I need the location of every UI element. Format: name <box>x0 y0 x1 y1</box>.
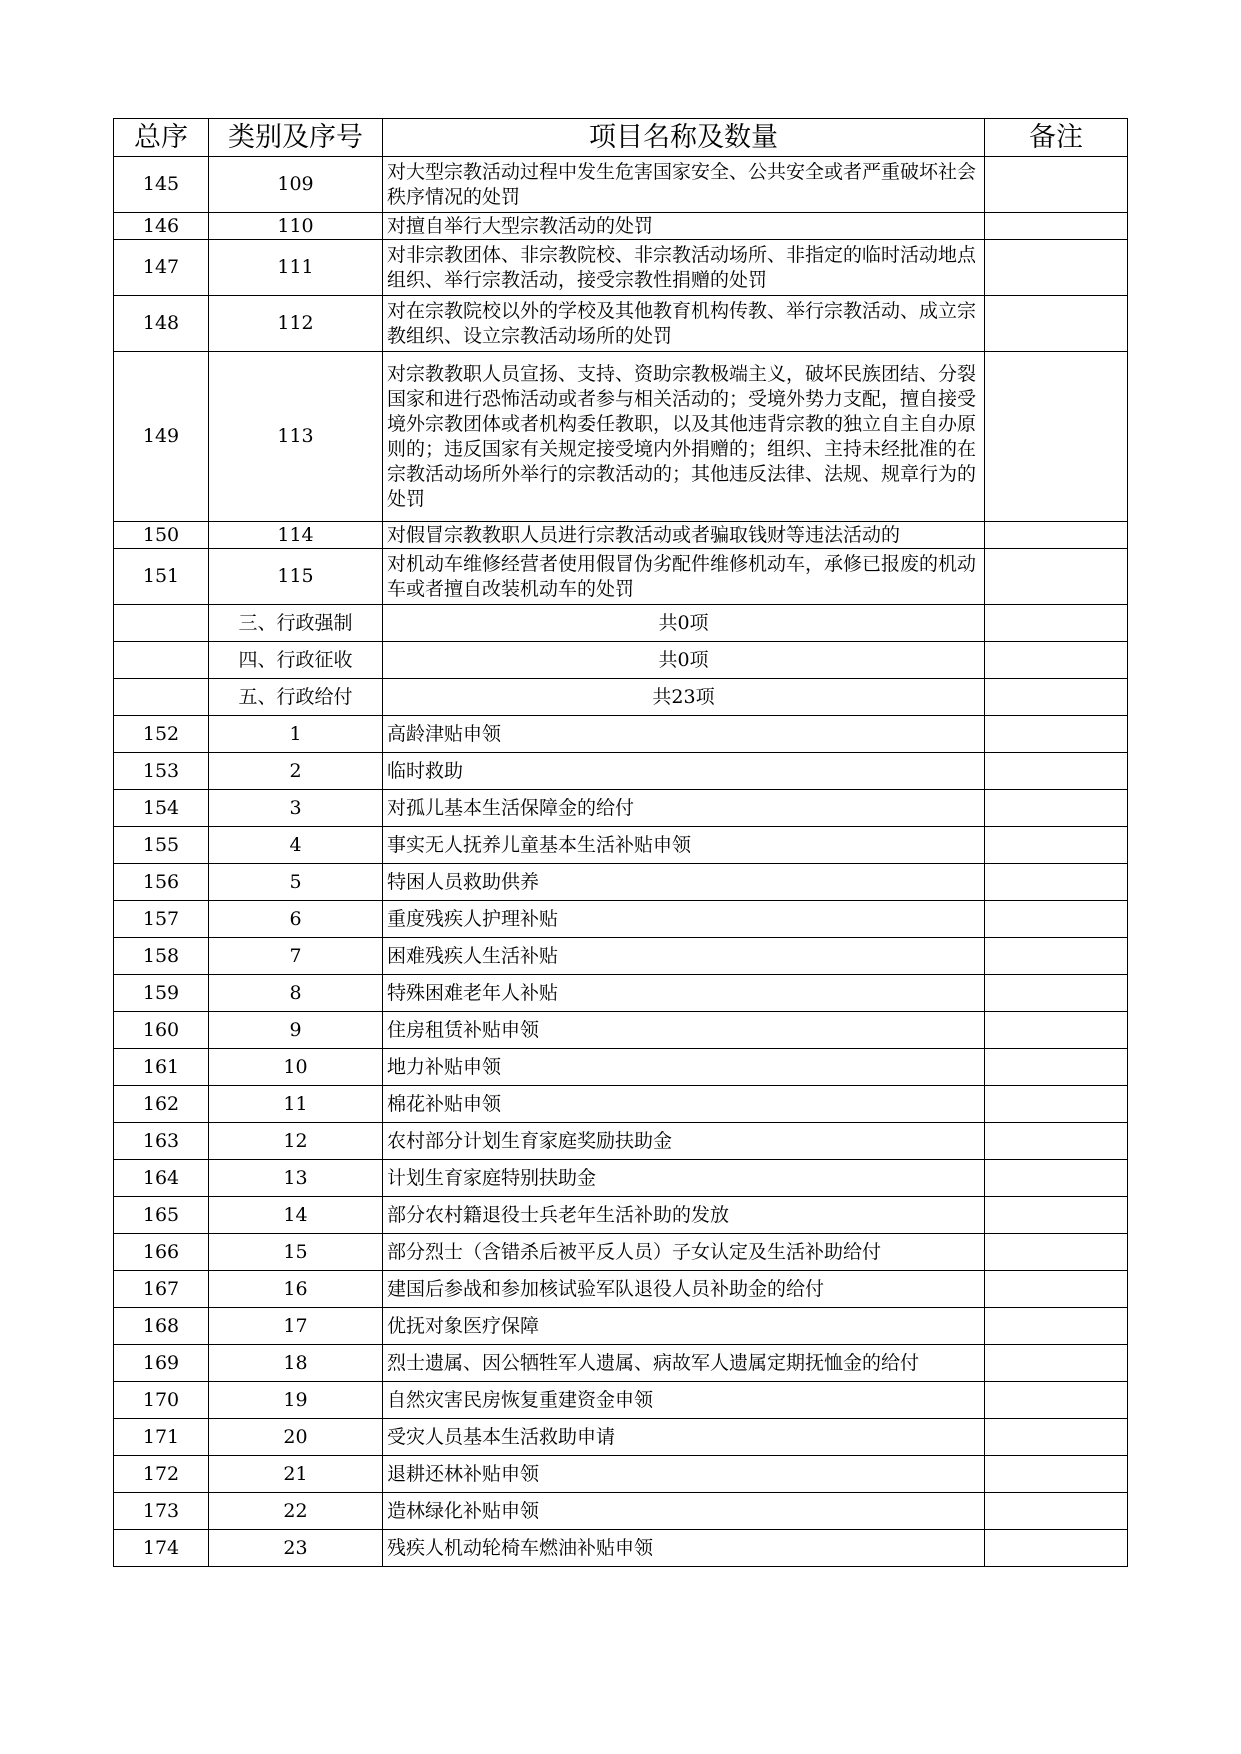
num-cell: 7 <box>209 938 383 975</box>
note-cell <box>985 1308 1128 1345</box>
num-cell: 6 <box>209 901 383 938</box>
name-text: 高龄津贴申领 <box>387 722 502 745</box>
name-text: 优抚对象医疗保障 <box>387 1314 540 1337</box>
seq-cell: 168 <box>114 1308 209 1345</box>
seq-cell: 153 <box>114 753 209 790</box>
table-row <box>114 1530 1128 1567</box>
seq-cell: 146 <box>114 213 209 240</box>
table-row <box>114 1493 1128 1530</box>
seq-cell: 161 <box>114 1049 209 1086</box>
table-row <box>114 1123 1128 1160</box>
note-cell <box>985 1197 1128 1234</box>
num-cell: 22 <box>209 1493 383 1530</box>
note-cell <box>985 975 1128 1012</box>
name-cell: 对机动车维修经营者使用假冒伪劣配件维修机动车，承修已报废的机动车或者擅自改装机动车的处罚 <box>383 549 985 605</box>
seq-cell: 159 <box>114 975 209 1012</box>
note-cell <box>985 1160 1128 1197</box>
table-row <box>114 522 1128 549</box>
table-row <box>114 1456 1128 1493</box>
header-item-name: 项目名称及数量 <box>383 119 985 157</box>
category-row <box>114 605 1128 642</box>
seq-cell: 151 <box>114 549 209 605</box>
name-cell: 对擅自举行大型宗教活动的处罚 <box>383 213 985 240</box>
category-row <box>114 642 1128 679</box>
note-cell <box>985 1493 1128 1530</box>
table-row <box>114 296 1128 352</box>
category-count: 共0项 <box>383 642 985 679</box>
seq-cell: 145 <box>114 157 209 213</box>
category-label: 三、行政强制 <box>209 605 383 642</box>
category-row <box>114 679 1128 716</box>
name-text: 临时救助 <box>387 759 464 782</box>
note-cell <box>985 938 1128 975</box>
seq-cell: 147 <box>114 240 209 296</box>
name-cell <box>383 1160 985 1197</box>
seq-cell: 166 <box>114 1234 209 1271</box>
header-category-number: 类别及序号 <box>209 119 383 157</box>
table-row <box>114 213 1128 240</box>
note-cell <box>985 1419 1128 1456</box>
table-row <box>114 549 1128 605</box>
items-table <box>113 118 1128 1567</box>
seq-cell: 156 <box>114 864 209 901</box>
name-text: 部分烈士（含错杀后被平反人员）子女认定及生活补助给付 <box>387 1240 882 1263</box>
name-cell <box>383 975 985 1012</box>
name-text: 困难残疾人生活补贴 <box>387 944 559 967</box>
note-cell <box>985 716 1128 753</box>
table-row <box>114 938 1128 975</box>
name-cell <box>383 1049 985 1086</box>
num-cell: 112 <box>209 296 383 352</box>
note-cell <box>985 1086 1128 1123</box>
seq-cell: 162 <box>114 1086 209 1123</box>
num-cell: 5 <box>209 864 383 901</box>
table-row <box>114 352 1128 522</box>
name-text: 退耕还林补贴申领 <box>387 1462 540 1485</box>
seq-cell: 154 <box>114 790 209 827</box>
table-row <box>114 1012 1128 1049</box>
name-text: 部分农村籍退役士兵老年生活补助的发放 <box>387 1203 730 1226</box>
table-row <box>114 157 1128 213</box>
note-cell <box>985 901 1128 938</box>
note-cell <box>985 522 1128 549</box>
name-text: 计划生育家庭特别扶助金 <box>387 1166 597 1189</box>
name-text: 农村部分计划生育家庭奖励扶助金 <box>387 1129 673 1152</box>
name-cell <box>383 938 985 975</box>
name-cell <box>383 753 985 790</box>
note-cell <box>985 827 1128 864</box>
table-row <box>114 1345 1128 1382</box>
table-row <box>114 901 1128 938</box>
table-row <box>114 1308 1128 1345</box>
name-cell: 对在宗教院校以外的学校及其他教育机构传教、举行宗教活动、成立宗教组织、设立宗教活动场所的处罚 <box>383 296 985 352</box>
num-cell: 4 <box>209 827 383 864</box>
category-count: 共0项 <box>383 605 985 642</box>
name-cell <box>383 522 985 549</box>
name-cell <box>383 1382 985 1419</box>
benefit-rows <box>114 716 1128 1567</box>
num-cell: 16 <box>209 1271 383 1308</box>
table-row <box>114 240 1128 296</box>
name-cell <box>383 1456 985 1493</box>
header-row <box>114 119 1128 157</box>
seq-cell: 173 <box>114 1493 209 1530</box>
note-cell <box>985 296 1128 352</box>
table-row <box>114 1160 1128 1197</box>
num-cell: 2 <box>209 753 383 790</box>
num-cell: 109 <box>209 157 383 213</box>
name-cell <box>383 1234 985 1271</box>
note-cell <box>985 790 1128 827</box>
table-row <box>114 1419 1128 1456</box>
num-cell: 19 <box>209 1382 383 1419</box>
name-text: 地力补贴申领 <box>387 1055 502 1078</box>
name-text: 自然灾害民房恢复重建资金申领 <box>387 1388 654 1411</box>
num-cell: 18 <box>209 1345 383 1382</box>
table-row <box>114 1086 1128 1123</box>
name-text: 对孤儿基本生活保障金的给付 <box>387 796 635 819</box>
note-cell <box>985 213 1128 240</box>
num-cell: 1 <box>209 716 383 753</box>
name-text: 棉花补贴申领 <box>387 1092 502 1115</box>
name-cell <box>383 1271 985 1308</box>
seq-cell: 158 <box>114 938 209 975</box>
note-cell <box>985 1456 1128 1493</box>
seq-cell: 164 <box>114 1160 209 1197</box>
num-cell: 113 <box>209 352 383 522</box>
seq-cell: 152 <box>114 716 209 753</box>
name-text: 残疾人机动轮椅车燃油补贴申领 <box>387 1536 654 1559</box>
header-remark: 备注 <box>985 119 1128 157</box>
name-text: 对假冒宗教教职人员进行宗教活动或者骗取钱财等违法活动的 <box>387 523 901 546</box>
seq-cell: 157 <box>114 901 209 938</box>
table-row <box>114 827 1128 864</box>
seq-cell: 150 <box>114 522 209 549</box>
name-cell <box>383 1308 985 1345</box>
name-cell <box>383 1197 985 1234</box>
note-cell <box>985 240 1128 296</box>
name-text: 特困人员救助供养 <box>387 870 540 893</box>
table-row <box>114 864 1128 901</box>
name-cell <box>383 1419 985 1456</box>
num-cell: 17 <box>209 1308 383 1345</box>
table-row <box>114 1197 1128 1234</box>
seq-cell: 169 <box>114 1345 209 1382</box>
note-cell <box>985 1012 1128 1049</box>
seq-cell: 167 <box>114 1271 209 1308</box>
seq-cell: 165 <box>114 1197 209 1234</box>
num-cell: 14 <box>209 1197 383 1234</box>
num-cell: 8 <box>209 975 383 1012</box>
seq-cell: 149 <box>114 352 209 522</box>
name-text: 造林绿化补贴申领 <box>387 1499 540 1522</box>
category-label: 五、行政给付 <box>209 679 383 716</box>
name-cell: 对宗教教职人员宣扬、支持、资助宗教极端主义，破坏民族团结、分裂国家和进行恐怖活动或者参与相关活动的；受境外势力支配，擅自接受境外宗教团体或者机构委任教职，以及其他违背宗教的独立自主自办原则的；违反国家有关规定接受境内外捐赠的；组织、主持未经批准的在宗教活动场所外举行的宗教活动的；其他违反法律、法规、规章行为的处罚 <box>383 352 985 522</box>
num-cell: 13 <box>209 1160 383 1197</box>
note-cell <box>985 1271 1128 1308</box>
seq-cell: 160 <box>114 1012 209 1049</box>
num-cell: 21 <box>209 1456 383 1493</box>
name-text: 重度残疾人护理补贴 <box>387 907 559 930</box>
seq-cell: 174 <box>114 1530 209 1567</box>
note-cell <box>985 352 1128 522</box>
header-seq: 总序 <box>114 119 209 157</box>
num-cell: 110 <box>209 213 383 240</box>
name-cell <box>383 1086 985 1123</box>
table-row <box>114 1234 1128 1271</box>
category-count: 共23项 <box>383 679 985 716</box>
name-cell <box>383 716 985 753</box>
name-cell <box>383 1123 985 1160</box>
name-text: 建国后参战和参加核试验军队退役人员补助金的给付 <box>387 1277 825 1300</box>
name-cell <box>383 1493 985 1530</box>
table-row <box>114 1271 1128 1308</box>
num-cell: 20 <box>209 1419 383 1456</box>
category-label: 四、行政征收 <box>209 642 383 679</box>
name-cell <box>383 1345 985 1382</box>
note-cell <box>985 1530 1128 1567</box>
name-cell <box>383 1012 985 1049</box>
note-cell <box>985 1234 1128 1271</box>
seq-cell: 171 <box>114 1419 209 1456</box>
num-cell: 10 <box>209 1049 383 1086</box>
seq-cell: 172 <box>114 1456 209 1493</box>
table-row <box>114 975 1128 1012</box>
name-text: 特殊困难老年人补贴 <box>387 981 559 1004</box>
seq-cell: 148 <box>114 296 209 352</box>
num-cell: 15 <box>209 1234 383 1271</box>
num-cell: 12 <box>209 1123 383 1160</box>
table-row <box>114 753 1128 790</box>
num-cell: 23 <box>209 1530 383 1567</box>
note-cell <box>985 1123 1128 1160</box>
num-cell: 111 <box>209 240 383 296</box>
num-cell: 9 <box>209 1012 383 1049</box>
note-cell <box>985 1049 1128 1086</box>
table-row <box>114 716 1128 753</box>
name-cell: 对非宗教团体、非宗教院校、非宗教活动场所、非指定的临时活动地点组织、举行宗教活动，接受宗教性捐赠的处罚 <box>383 240 985 296</box>
name-cell <box>383 1530 985 1567</box>
note-cell <box>985 157 1128 213</box>
name-text: 住房租赁补贴申领 <box>387 1018 540 1041</box>
table-row <box>114 1049 1128 1086</box>
note-cell <box>985 753 1128 790</box>
name-text: 受灾人员基本生活救助申请 <box>387 1425 616 1448</box>
name-cell <box>383 790 985 827</box>
name-text: 烈士遗属、因公牺牲军人遗属、病故军人遗属定期抚恤金的给付 <box>387 1351 920 1374</box>
seq-cell: 155 <box>114 827 209 864</box>
note-cell <box>985 864 1128 901</box>
name-text: 事实无人抚养儿童基本生活补贴申领 <box>387 833 692 856</box>
name-cell: 对大型宗教活动过程中发生危害国家安全、公共安全或者严重破坏社会秩序情况的处罚 <box>383 157 985 213</box>
seq-cell: 163 <box>114 1123 209 1160</box>
note-cell <box>985 549 1128 605</box>
table-row <box>114 790 1128 827</box>
note-cell <box>985 1345 1128 1382</box>
name-cell <box>383 827 985 864</box>
num-cell: 115 <box>209 549 383 605</box>
name-cell <box>383 901 985 938</box>
num-cell: 11 <box>209 1086 383 1123</box>
num-cell: 114 <box>209 522 383 549</box>
seq-cell: 170 <box>114 1382 209 1419</box>
name-cell <box>383 864 985 901</box>
note-cell <box>985 1382 1128 1419</box>
table-row <box>114 1382 1128 1419</box>
num-cell: 3 <box>209 790 383 827</box>
